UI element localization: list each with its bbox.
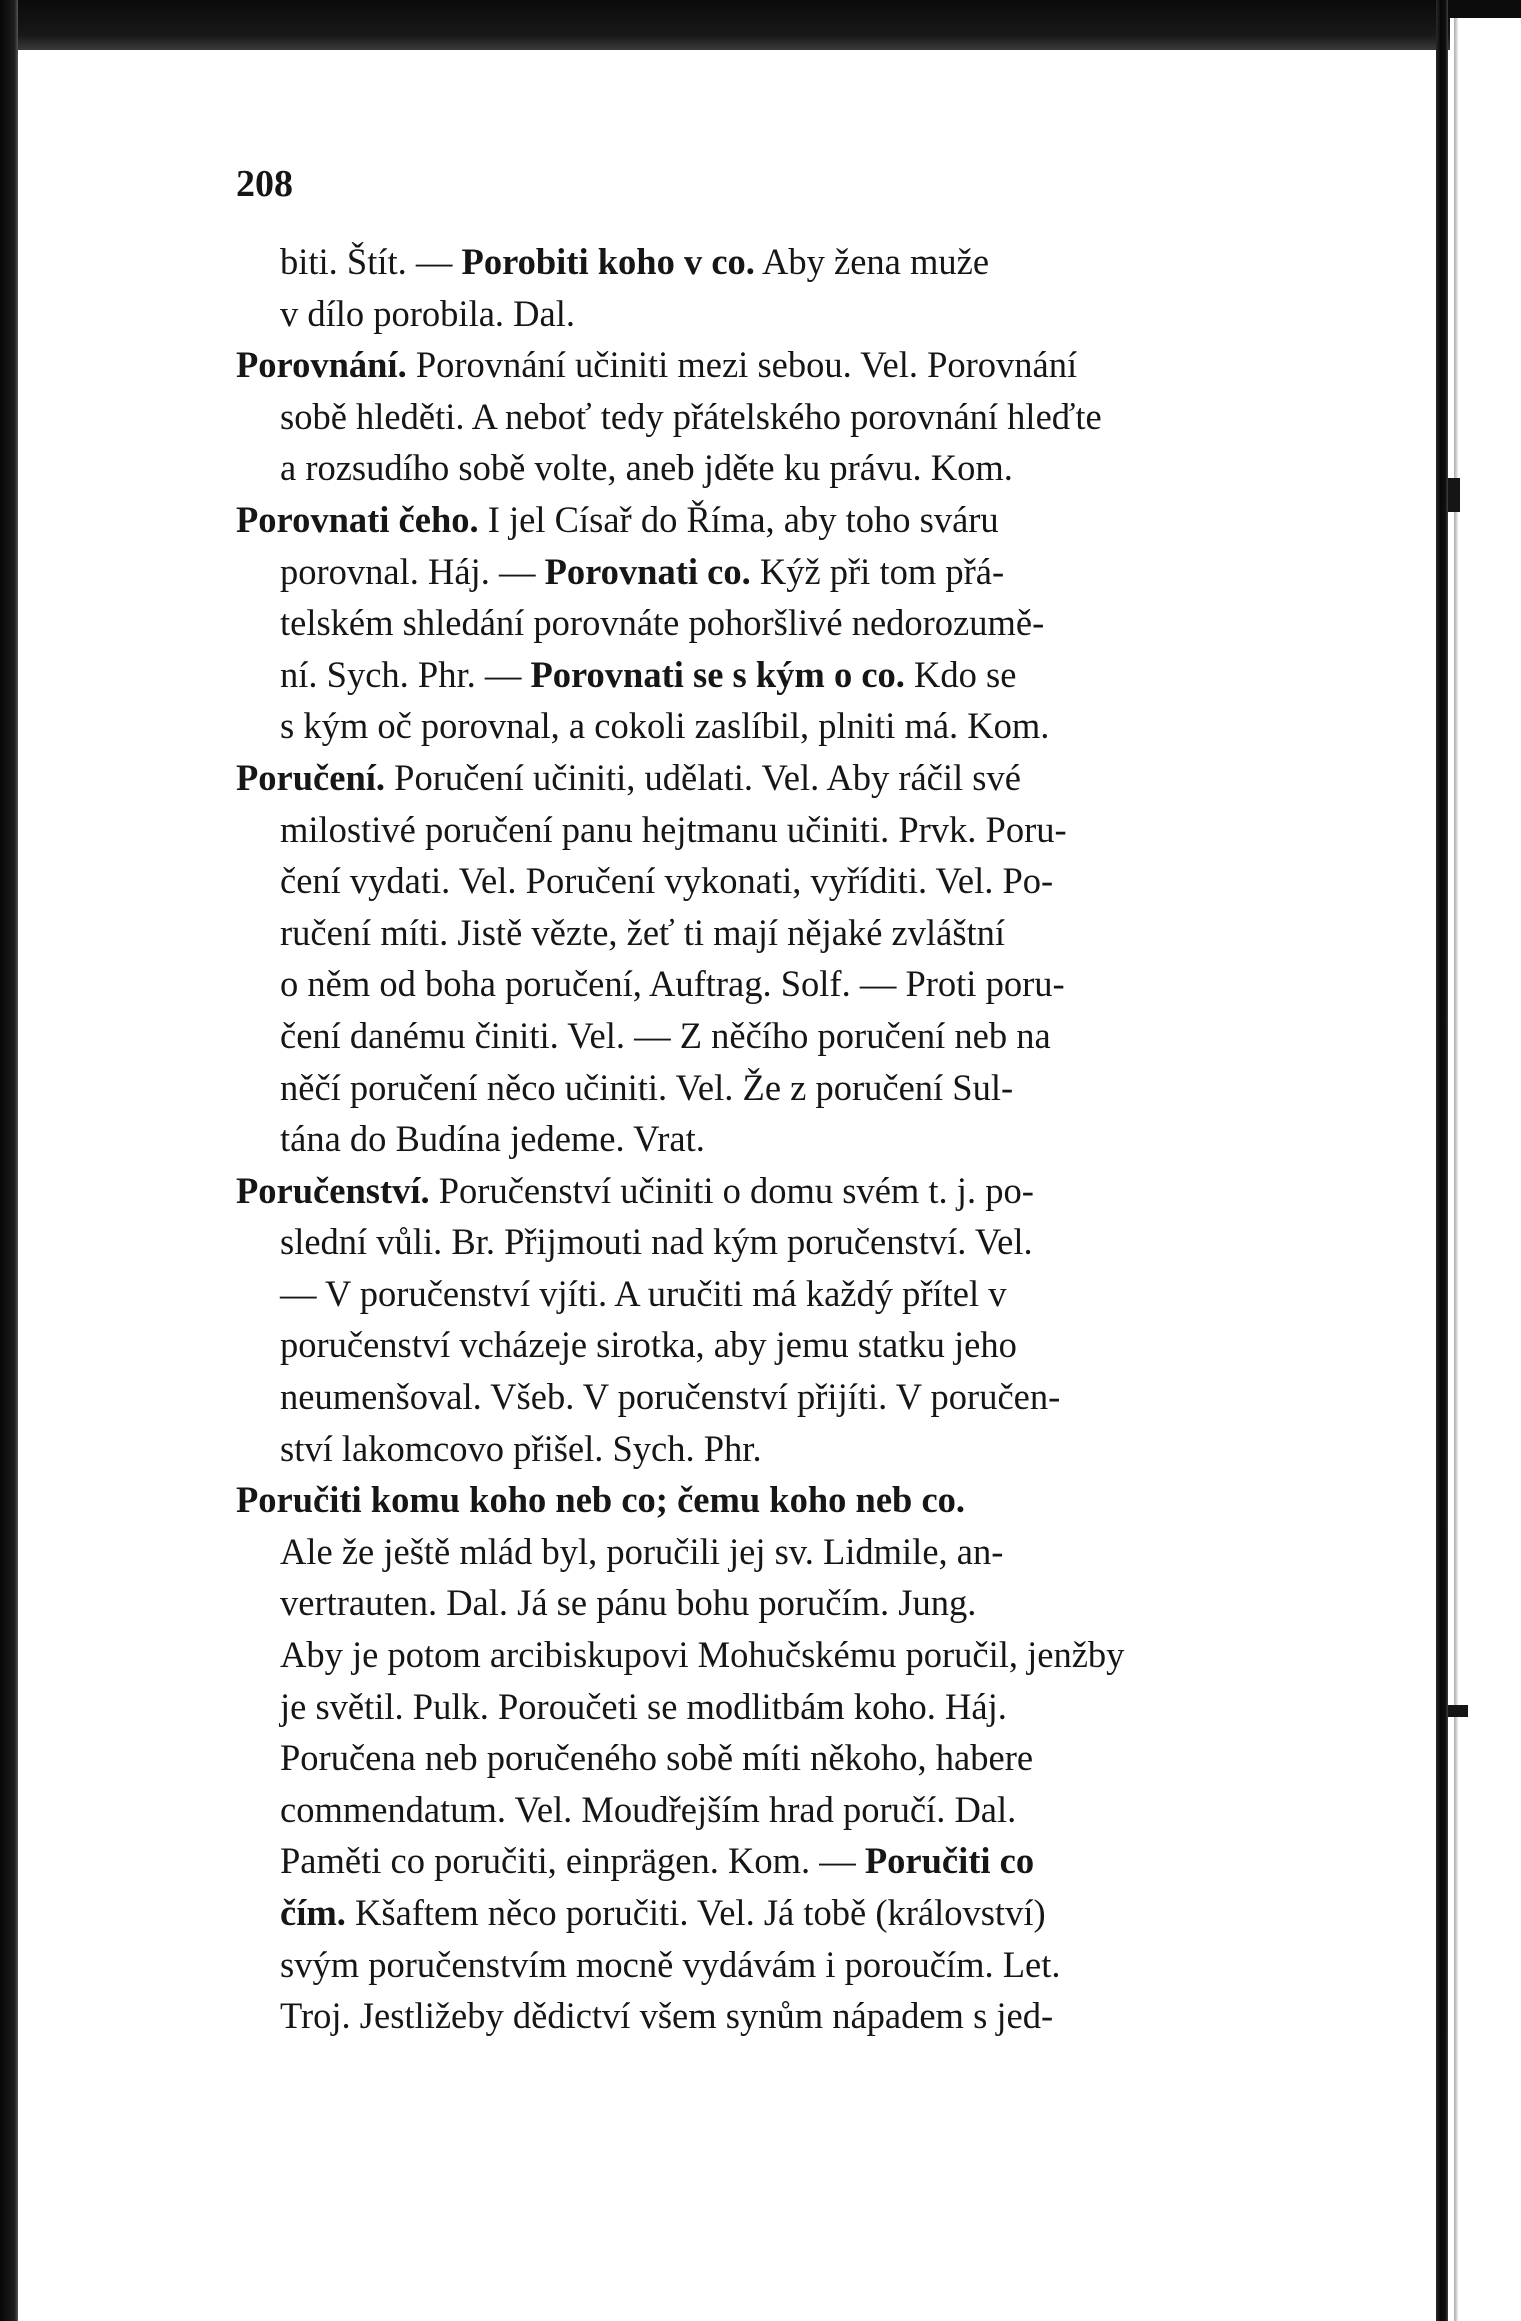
text-line xyxy=(236,1371,1280,1423)
text-line xyxy=(236,442,1280,494)
text-line xyxy=(236,649,1280,701)
entry-text: a rozsudího sobě volte, aneb jděte ku právu. Kom. xyxy=(280,447,1013,489)
text-line xyxy=(236,1319,1280,1371)
entry-text: neumenšoval. Všeb. V poručenství přijíti. V poručen- xyxy=(280,1376,1061,1418)
entry-text: Ale že ještě mlád byl, poručili jej sv. Lidmile, an- xyxy=(280,1530,1004,1572)
entry-text: ní. Sych. Phr. — xyxy=(280,653,531,695)
text-line xyxy=(236,1010,1280,1062)
entry-headword: Porovnati co. xyxy=(544,550,751,592)
entry-text: Poručenství učiniti o domu svém t. j. po- xyxy=(429,1169,1034,1211)
text-line xyxy=(236,804,1280,856)
text-line xyxy=(236,855,1280,907)
scan-border-right xyxy=(1436,0,1448,2321)
entry-text: ručení míti. Jistě vězte, žeť ti mají nějaké zvláštní xyxy=(280,911,1006,953)
text-line xyxy=(236,700,1280,752)
dictionary-text xyxy=(236,236,1280,2042)
text-line xyxy=(236,1681,1280,1733)
entry-text: je světil. Pulk. Poroučeti se modlitbám koho. Háj. xyxy=(280,1685,1007,1727)
text-line xyxy=(236,1268,1280,1320)
text-line xyxy=(236,1062,1280,1114)
entry-headword: čím. xyxy=(280,1892,346,1933)
scan-border-top xyxy=(0,0,1450,50)
text-line xyxy=(236,907,1280,959)
text-line xyxy=(236,1216,1280,1268)
text-line xyxy=(236,597,1280,649)
text-line xyxy=(236,1732,1280,1784)
text-line xyxy=(236,494,1280,546)
entry-text: biti. Štít. — xyxy=(280,241,462,282)
text-line xyxy=(236,1474,1280,1526)
entry-text: milostivé poručení panu hejtmanu učiniti. Prvk. Poru- xyxy=(280,808,1067,850)
scan-border-corner xyxy=(1448,0,1521,18)
entry-text: Aby žena muže xyxy=(754,241,990,282)
next-page-edge xyxy=(1454,18,1458,2321)
entry-text: slední vůli. Br. Přijmouti nad kým poručenství. Vel. xyxy=(280,1221,1033,1263)
text-line xyxy=(236,1990,1280,2042)
text-line xyxy=(236,1113,1280,1165)
entry-headword: Porovnati se s kým o co. xyxy=(530,653,905,695)
text-line xyxy=(236,1165,1280,1217)
page-number: 208 xyxy=(236,163,293,205)
text-line xyxy=(236,1629,1280,1681)
text-line xyxy=(236,1577,1280,1629)
text-line xyxy=(236,339,1280,391)
entry-text: v dílo porobila. Dal. xyxy=(280,292,575,334)
scan-border-left xyxy=(0,0,18,2321)
text-line xyxy=(236,1887,1280,1939)
entry-text: telském shledání porovnáte pohoršlivé nedorozumě- xyxy=(280,602,1045,644)
entry-headword: Porovnati čeho. xyxy=(236,498,479,540)
entry-text: Poručení učiniti, udělati. Vel. Aby ráčil své xyxy=(385,756,1021,798)
text-line xyxy=(236,1423,1280,1475)
entry-text: vertrauten. Dal. Já se pánu bohu poručím. Jung. xyxy=(280,1582,977,1624)
entry-text: o něm od boha poručení, Auftrag. Solf. — Proti poru- xyxy=(280,963,1065,1005)
entry-text: sobě hleděti. A neboť tedy přátelského porovnání hleďte xyxy=(280,395,1102,437)
entry-text: čení danému činiti. Vel. — Z něčího poručení neb na xyxy=(280,1014,1051,1056)
edge-mark xyxy=(1448,1705,1468,1717)
entry-text: ství lakomcovo přišel. Sych. Phr. xyxy=(280,1427,762,1469)
text-line xyxy=(236,288,1280,340)
entry-text: čení vydati. Vel. Poručení vykonati, vyříditi. Vel. Po- xyxy=(280,860,1054,902)
entry-headword: Poručiti komu koho neb co; čemu koho neb co. xyxy=(236,1479,966,1521)
entry-headword: Poručiti co xyxy=(864,1840,1035,1882)
entry-text: — V poručenství vjíti. A uručiti má každý přítel v xyxy=(280,1272,1007,1314)
text-line xyxy=(236,1939,1280,1991)
text-line xyxy=(236,391,1280,443)
text-line xyxy=(236,958,1280,1010)
edge-mark xyxy=(1448,478,1460,512)
text-line xyxy=(236,752,1280,804)
text-line xyxy=(236,1835,1280,1887)
entry-text: Troj. Jestližeby dědictví všem synům nápadem s jed- xyxy=(280,1995,1054,2037)
entry-text: Kšaftem něco poručiti. Vel. Já tobě (království) xyxy=(345,1892,1046,1933)
entry-text: něčí poručení něco učiniti. Vel. Že z poručení Sul- xyxy=(280,1066,1014,1108)
text-line xyxy=(236,236,1280,288)
entry-text: s kým oč porovnal, a cokoli zaslíbil, plniti má. Kom. xyxy=(280,705,1050,747)
entry-headword: Porobiti koho v co. xyxy=(461,241,755,282)
text-line xyxy=(236,1784,1280,1836)
entry-text: porovnal. Háj. — xyxy=(280,550,545,592)
entry-text: svým poručenstvím mocně vydávám i poroučím. Let. xyxy=(280,1943,1061,1985)
entry-text: I jel Císař do Říma, aby toho sváru xyxy=(478,498,999,540)
entry-text: tána do Budína jedeme. Vrat. xyxy=(280,1118,705,1160)
entry-text: Paměti co poručiti, einprägen. Kom. — xyxy=(280,1840,865,1882)
entry-text: Porovnání učiniti mezi sebou. Vel. Porovnání xyxy=(406,344,1078,386)
text-line xyxy=(236,546,1280,598)
entry-text: poručenství vcházeje sirotka, aby jemu statku jeho xyxy=(280,1324,1017,1366)
entry-headword: Porovnání. xyxy=(236,344,407,386)
entry-text: Kýž při tom přá- xyxy=(750,550,1005,592)
entry-headword: Poručenství. xyxy=(236,1169,430,1211)
entry-headword: Poručení. xyxy=(236,756,386,798)
entry-text: commendatum. Vel. Moudřejším hrad poručí. Dal. xyxy=(280,1788,1017,1830)
entry-text: Poručena neb poručeného sobě míti někoho, habere xyxy=(280,1737,1034,1779)
entry-text: Kdo se xyxy=(904,653,1017,695)
text-line xyxy=(236,1526,1280,1578)
entry-text: Aby je potom arcibiskupovi Mohučskému poručil, jenžby xyxy=(280,1634,1125,1676)
